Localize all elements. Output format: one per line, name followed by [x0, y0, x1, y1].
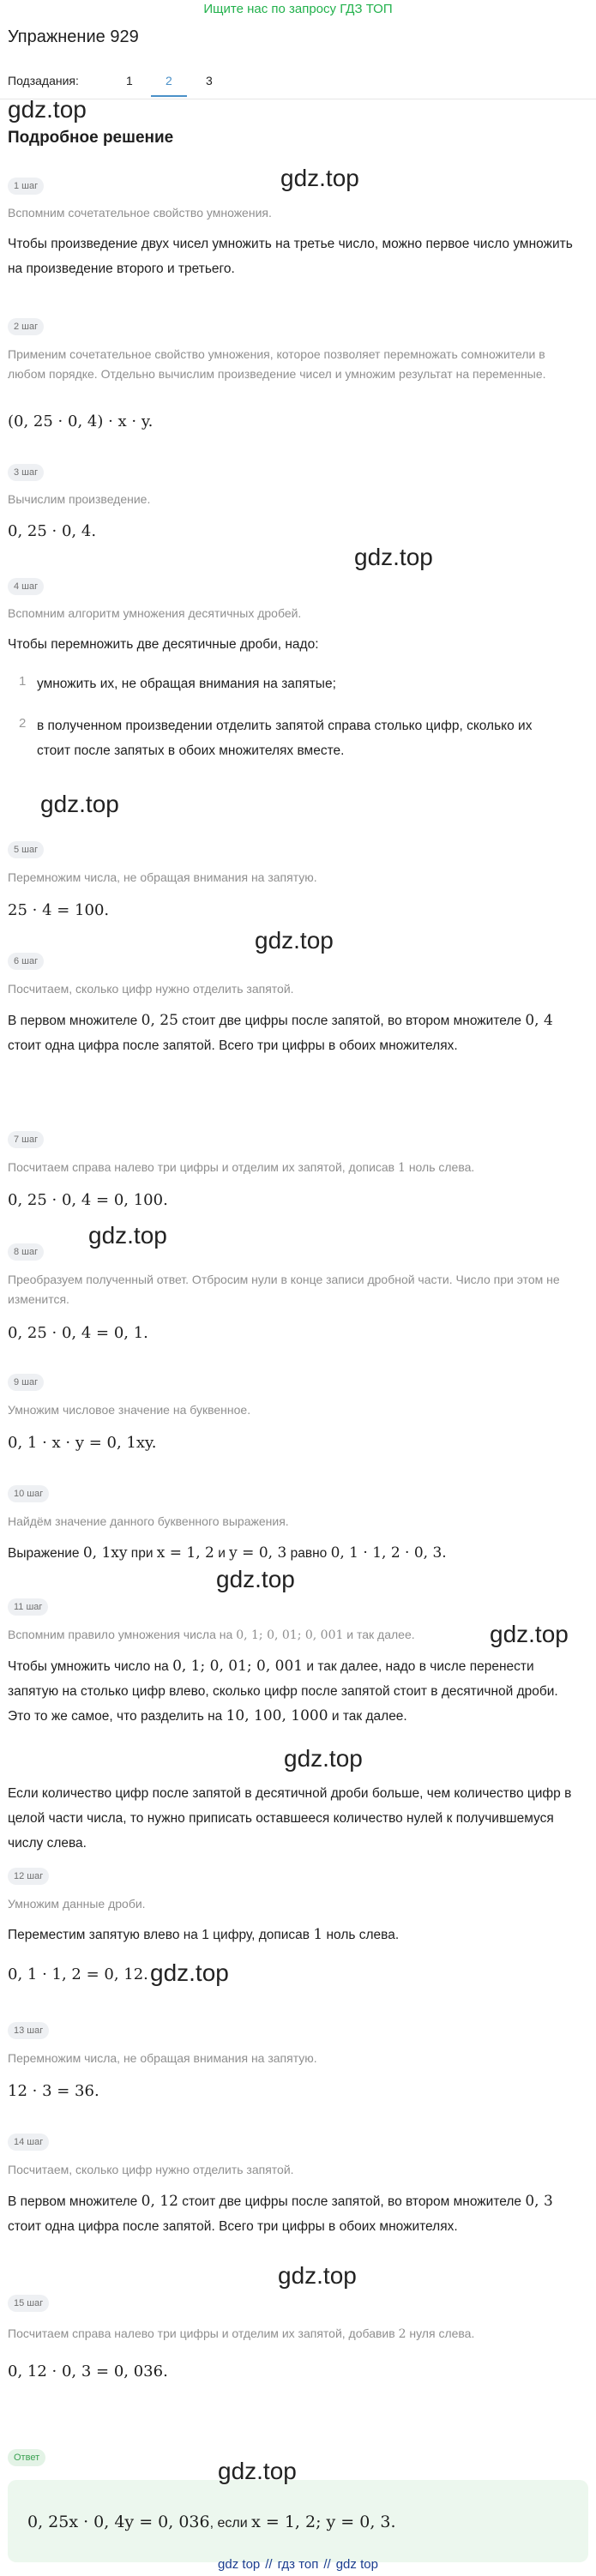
watermark: gdz.top — [88, 1222, 167, 1249]
step-text: В первом множителе 0, 12 стоит две цифры после запятой, во втором множителе 0, 3 стоит одна цифра после запятой. Всего три цифры в обоих множителях. — [8, 2193, 553, 2234]
section-heading: Подробное решение — [8, 129, 174, 147]
watermark: gdz.top — [354, 544, 433, 570]
step-badge: 4 шаг — [8, 578, 44, 595]
inline-math: 0, 4 — [525, 1012, 553, 1029]
step-text: Чтобы умножить число на 0, 1; 0, 01; 0, 001 и так далее, надо в числе перенести запятую на столько цифр влево, сколько цифр после запятой стоит в десятичной дроби. Это то же самое, что разделить на 10, 100, 1000 и так далее. — [8, 1658, 558, 1724]
step-badge: 5 шаг — [8, 841, 44, 858]
step-note: Посчитаем справа налево три цифры и отделим их запятой, добавив 2 нуля слева. — [8, 2326, 475, 2341]
step-note: Преобразуем полученный ответ. Отбросим нули в конце записи дробной части. Число при этом не изменится. — [8, 1273, 560, 1306]
step-badge: 14 шаг — [8, 2134, 49, 2151]
footer-link[interactable]: гдз топ — [277, 2557, 319, 2572]
list-item: в полученном произведении отделить запятой справа столько цифр, сколько их стоит после запятых в обоих множителях вместе. — [37, 719, 533, 758]
footer-link[interactable]: gdz top — [335, 2557, 378, 2572]
step-note: Вспомним правило умножения числа на 0, 1; 0, 01; 0, 001 и так далее. — [8, 1628, 415, 1642]
step-note: Посчитаем справа налево три цифры и отделим их запятой, дописав 1 ноль слева. — [8, 1160, 475, 1175]
step-badge: 3 шаг — [8, 464, 44, 481]
search-banner[interactable]: Ищите нас по запросу ГДЗ ТОП — [203, 2, 393, 16]
step-note: Посчитаем, сколько цифр нужно отделить запятой. — [8, 982, 294, 996]
step-note: Умножим данные дроби. — [8, 1897, 146, 1911]
step-text: В первом множителе 0, 25 стоит две цифры после запятой, во втором множителе 0, 4 стоит одна цифра после запятой. Всего три цифры в обоих множителях. — [8, 1012, 553, 1053]
step-math: 0, 12 · 0, 3 = 0, 036. — [8, 2362, 168, 2380]
step-badge: 13 шаг — [8, 2022, 49, 2039]
step-text: Переместим запятую влево на 1 цифру, дописав 1 ноль слева. — [8, 1926, 400, 1943]
step-math: 0, 25 · 0, 4 = 0, 1. — [8, 1324, 148, 1342]
step-badge: 6 шаг — [8, 953, 44, 970]
step-badge: 9 шаг — [8, 1374, 44, 1391]
tab-subtask-2[interactable]: 2 — [166, 74, 172, 87]
watermark: gdz.top — [255, 927, 334, 954]
watermark: gdz.top — [284, 1745, 363, 1772]
step-badge: 10 шаг — [8, 1485, 49, 1502]
list-item: умножить их, не обращая внимания на запятые; — [37, 677, 336, 691]
step-math: 25 · 4 = 100. — [8, 901, 110, 919]
step-badge: 2 шаг — [8, 318, 44, 335]
step-text: Чтобы перемножить две десятичные дроби, надо: — [8, 637, 319, 652]
watermark: gdz.top — [490, 1621, 569, 1647]
step-badge: 1 шаг — [8, 178, 44, 195]
footer-links: gdz top // гдз топ // gdz top — [218, 2557, 378, 2572]
step-text: Если количество цифр после запятой в десятичной дроби больше, чем количество цифр в целой части числа, то нужно приписать оставшееся количество нулей к получившемуся числу слева. — [8, 1786, 572, 1851]
watermark: gdz.top — [40, 791, 119, 817]
watermark: gdz.top — [8, 96, 87, 123]
step-badge: 12 шаг — [8, 1868, 49, 1885]
step-note: Посчитаем, сколько цифр нужно отделить запятой. — [8, 2163, 294, 2176]
step-math: 0, 1 · x · y = 0, 1xy. — [8, 1434, 157, 1452]
watermark: gdz.top — [216, 1566, 295, 1592]
step-math: 12 · 3 = 36. — [8, 2082, 99, 2100]
footer-link[interactable]: gdz top — [218, 2557, 261, 2572]
step-note: Найдём значение данного буквенного выражения. — [8, 1514, 289, 1528]
answer-badge: Ответ — [8, 2449, 45, 2466]
step-text: Чтобы произведение двух чисел умножить на третье число, можно первое число умножить на произведение второго и третьего. — [8, 237, 573, 276]
watermark: gdz.top — [150, 1959, 229, 1986]
answer-text: 0, 25x · 0, 4y = 0, 036, если x = 1, 2; y = 0, 3. — [27, 2513, 396, 2531]
watermark: gdz.top — [280, 165, 359, 191]
inline-math: 0, 25 — [141, 1012, 178, 1029]
active-tab-indicator — [151, 95, 187, 97]
subtasks-label: Подзадания: — [8, 74, 79, 87]
step-badge: 8 шаг — [8, 1243, 44, 1261]
step-note: Перемножим числа, не обращая внимания на запятую. — [8, 870, 317, 884]
list-number: 1 — [19, 674, 27, 689]
step-note: Вспомним сочетательное свойство умножения. — [8, 206, 272, 220]
tab-subtask-1[interactable]: 1 — [126, 74, 133, 87]
step-badge: 11 шаг — [8, 1598, 48, 1616]
step-math: 0, 1 · 1, 2 = 0, 12. — [8, 1965, 148, 1983]
step-note: Вспомним алгоритм умножения десятичных дробей. — [8, 606, 302, 620]
watermark: gdz.top — [278, 2262, 357, 2289]
watermark: gdz.top — [218, 2458, 297, 2484]
page-title: Упражнение 929 — [8, 27, 139, 46]
list-number: 2 — [19, 716, 27, 731]
step-note: Перемножим числа, не обращая внимания на запятую. — [8, 2051, 317, 2065]
step-text: Выражение 0, 1xy при x = 1, 2 и y = 0, 3 равно 0, 1 · 1, 2 · 0, 3. — [8, 1544, 447, 1562]
step-badge: 7 шаг — [8, 1131, 44, 1148]
step-note: Применим сочетательное свойство умножения, которое позволяет перемножать сомножители в любом порядке. Отдельно вычислим произведение чисел и умножим результат на переменные. — [8, 347, 546, 381]
step-math: (0, 25 · 0, 4) · x · y. — [8, 412, 154, 430]
step-badge: 15 шаг — [8, 2295, 49, 2312]
step-math: 0, 25 · 0, 4. — [8, 522, 97, 540]
step-note: Умножим числовое значение на буквенное. — [8, 1403, 251, 1417]
step-note: Вычислим произведение. — [8, 492, 151, 506]
step-math: 0, 25 · 0, 4 = 0, 100. — [8, 1191, 168, 1209]
tab-subtask-3[interactable]: 3 — [206, 74, 213, 87]
